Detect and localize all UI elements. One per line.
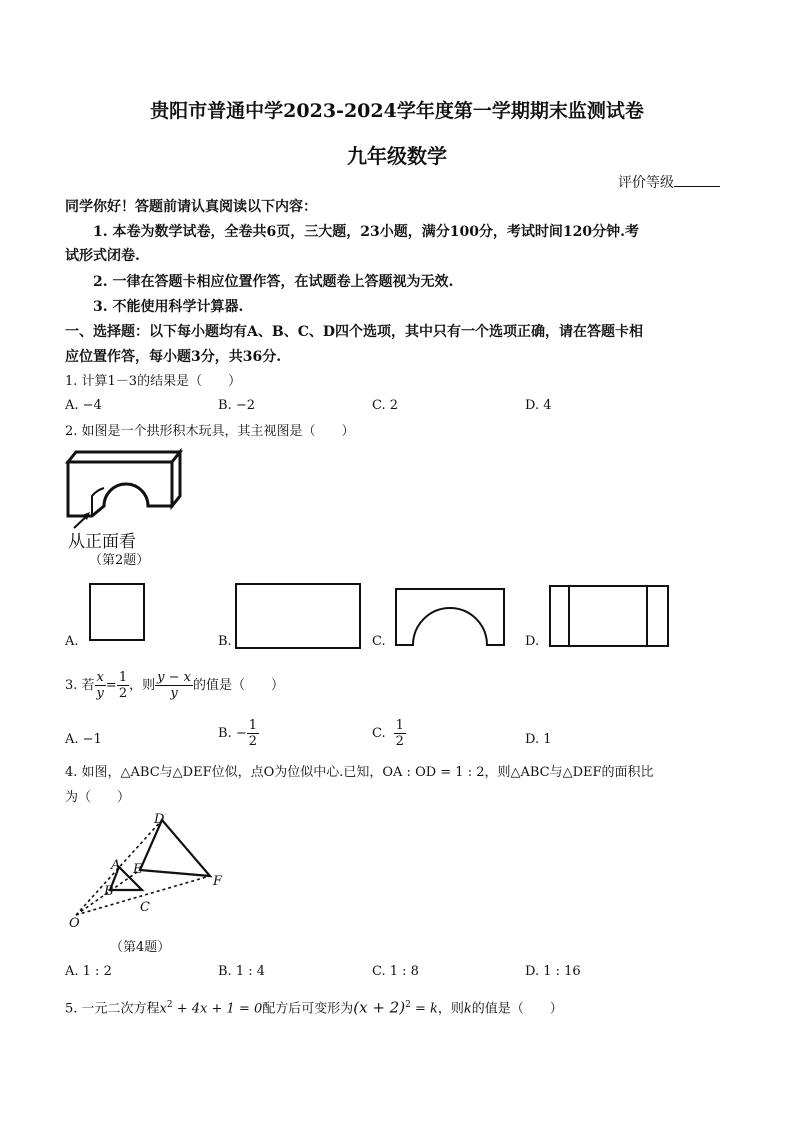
q3-option-d: D. 1 bbox=[525, 732, 552, 747]
q5-prefix: 5. 一元二次方程 bbox=[65, 1001, 160, 1017]
q2-option-d: D. bbox=[525, 634, 540, 649]
q1-option-b: B. −2 bbox=[218, 398, 255, 413]
q5-eq2-base: (x + 2) bbox=[353, 998, 406, 1017]
q3-fraction-1 bbox=[95, 670, 106, 701]
q4-point-b: B bbox=[104, 884, 114, 899]
q4-option-c: C. 1 : 8 bbox=[372, 964, 419, 979]
q5-stem bbox=[65, 996, 563, 1018]
q5-eq1-rest: + 4x + 1 = 0 bbox=[172, 1001, 263, 1017]
q3-prefix: 3. 若 bbox=[65, 677, 95, 693]
q5-mid: 配方后可变形为 bbox=[262, 1001, 354, 1017]
q3-option-c-fraction bbox=[394, 718, 406, 749]
instruction-1-line2: 试形式闭卷. bbox=[65, 248, 140, 264]
q3-option-b-prefix: B. − bbox=[218, 726, 247, 741]
q3-option-c-num: 1 bbox=[395, 718, 404, 733]
q1-option-a: A. −4 bbox=[65, 398, 102, 413]
q3-fraction-2 bbox=[117, 670, 129, 701]
q2-option-c-arch bbox=[395, 588, 505, 646]
q4-point-f: F bbox=[213, 874, 223, 889]
greeting: 同学你好！答题前请认真阅读以下内容： bbox=[65, 199, 317, 215]
exam-subtitle: 九年级数学 bbox=[347, 144, 447, 168]
q3-option-c-prefix: C. bbox=[372, 726, 386, 741]
q3-equals: = bbox=[105, 677, 117, 693]
q3-mid: ，则 bbox=[129, 677, 156, 693]
q5-eq2-exp: 2 bbox=[405, 1000, 411, 1010]
q4-homothety-figure bbox=[60, 810, 240, 935]
q2-option-c: C. bbox=[372, 634, 386, 649]
arch-block-figure bbox=[62, 448, 187, 526]
q4-point-o: O bbox=[69, 916, 80, 931]
q2-figure-label: （第2题） bbox=[89, 553, 150, 568]
q2-option-b: B. bbox=[218, 634, 232, 649]
q3-option-a: A. −1 bbox=[65, 732, 102, 747]
q5-eq2-rest: = k bbox=[410, 1001, 438, 1017]
q3-option-b-den: 2 bbox=[248, 734, 257, 749]
q3-option-b-num: 1 bbox=[248, 718, 257, 733]
q4-option-b: B. 1 : 4 bbox=[218, 964, 266, 979]
q2-stem: 2. 如图是一个拱形积木玩具，其主视图是（ ） bbox=[65, 424, 355, 439]
q3-stem bbox=[65, 670, 284, 701]
instruction-1-line1: 1. 本卷为数学试卷，全卷共6页，三大题，23小题，满分100分，考试时间120分钟.考 bbox=[93, 224, 640, 240]
q3-suffix: 的值是（ ） bbox=[192, 677, 284, 693]
q1-option-c: C. 2 bbox=[372, 398, 399, 413]
q4-option-d: D. 1 : 16 bbox=[525, 964, 581, 979]
q2-view-caption: 从正面看 bbox=[68, 532, 136, 552]
q3-frac3-num: y − x bbox=[157, 670, 191, 685]
q4-line2: 为（ ） bbox=[65, 790, 131, 805]
grade-field bbox=[618, 172, 720, 193]
q3-frac2-den: 2 bbox=[118, 686, 128, 701]
q4-point-c: C bbox=[140, 900, 150, 915]
q2-option-d-rectangle bbox=[549, 585, 669, 647]
q4-point-e: E bbox=[133, 862, 143, 877]
q2-option-a: A. bbox=[65, 634, 79, 649]
grade-blank bbox=[674, 172, 720, 187]
q5-k: k bbox=[463, 1001, 472, 1017]
q4-option-a: A. 1 : 2 bbox=[65, 964, 112, 979]
q1-option-d: D. 4 bbox=[525, 398, 552, 413]
q3-option-c bbox=[372, 718, 406, 749]
q4-point-d: D bbox=[154, 812, 165, 827]
q3-frac3-den: y bbox=[170, 686, 178, 701]
q3-option-b-fraction bbox=[247, 718, 259, 749]
exam-title: 贵阳市普通中学2023-2024学年度第一学期期末监测试卷 bbox=[150, 100, 644, 122]
q3-frac1-den: y bbox=[96, 686, 104, 701]
q5-suffix-b: 的值是（ ） bbox=[471, 1001, 563, 1017]
q4-line1: 4. 如图，△ABC与△DEF位似，点O为位似中心.已知，OA : OD = 1 : 2，则△ABC与△DEF的面积比 bbox=[65, 765, 654, 780]
q3-fraction-3 bbox=[155, 670, 193, 701]
grade-label: 评价等级 bbox=[618, 175, 674, 191]
q4-figure-label: （第4题） bbox=[110, 940, 171, 955]
q3-frac1-num: x bbox=[95, 670, 106, 686]
instruction-2: 2. 一律在答题卡相应位置作答，在试题卷上答题视为无效. bbox=[93, 274, 454, 290]
section1-line2: 应位置作答，每小题3分，共36分. bbox=[65, 349, 282, 365]
section1-line1: 一、选择题：以下每小题均有A、B、C、D四个选项，其中只有一个选项正确，请在答题卡相 bbox=[65, 324, 643, 340]
q5-eq1-exp: 2 bbox=[166, 1000, 173, 1010]
q1-stem: 1. 计算1－3的结果是（ ） bbox=[65, 374, 242, 389]
q3-option-b bbox=[218, 718, 259, 749]
instruction-3: 3. 不能使用科学计算器. bbox=[93, 299, 244, 315]
q2-option-a-square bbox=[89, 583, 145, 641]
q5-eq1-var: x bbox=[159, 1001, 167, 1017]
q5-suffix-a: ，则 bbox=[437, 1001, 464, 1017]
q3-frac2-num: 1 bbox=[118, 670, 128, 685]
q2-option-b-rectangle bbox=[235, 583, 361, 649]
q4-point-a: A bbox=[111, 858, 121, 873]
q3-option-c-den: 2 bbox=[395, 734, 404, 749]
